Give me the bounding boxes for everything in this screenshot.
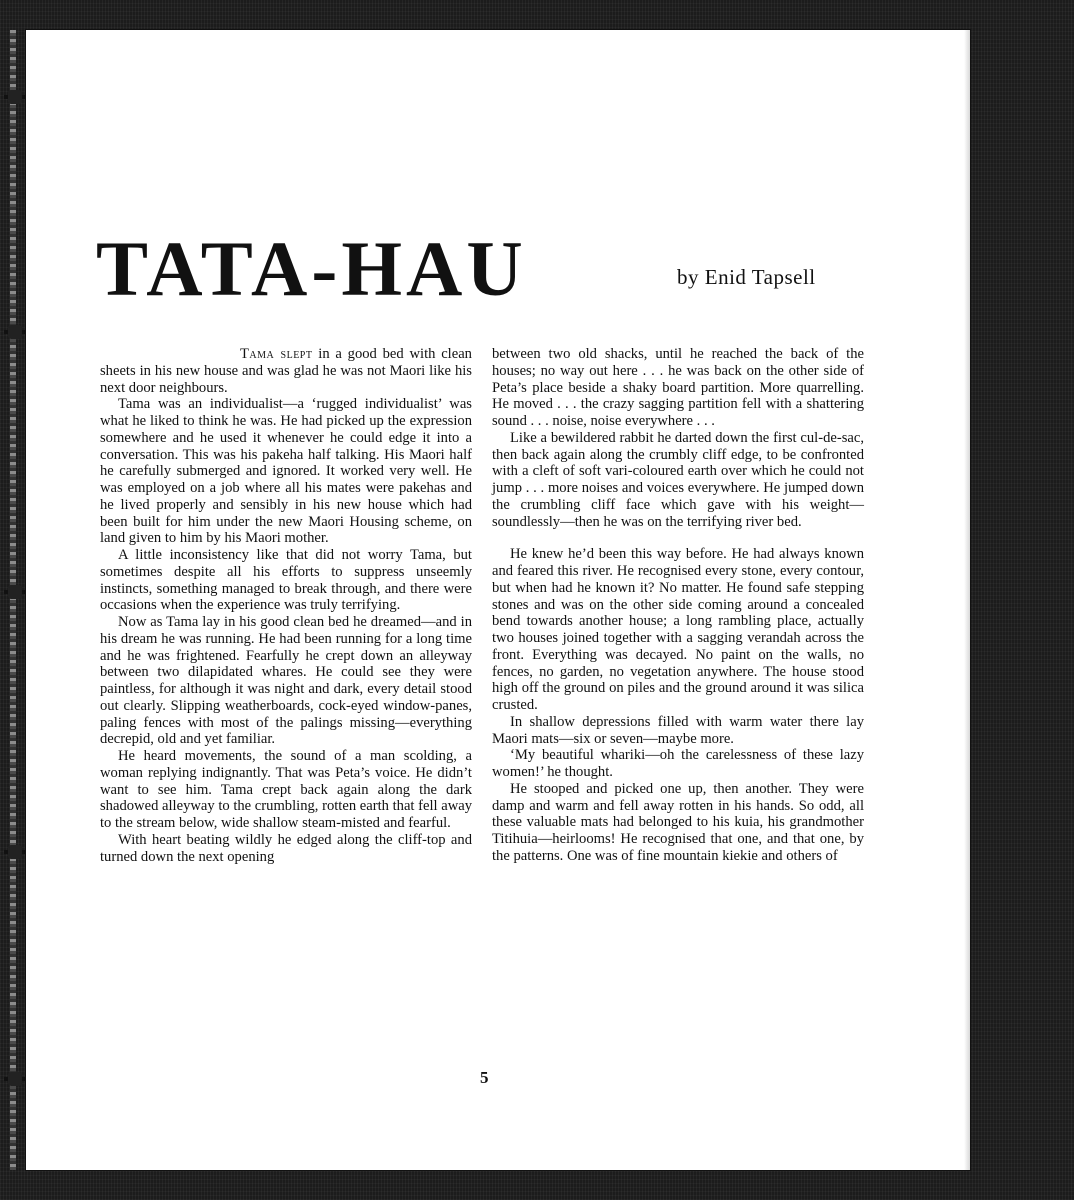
page-edge bbox=[964, 30, 970, 1170]
paragraph-text: in a good bed with clean sheets in his new house and was glad he was not Maori like his next door neighbours. bbox=[100, 346, 472, 396]
article-byline: by Enid Tapsell bbox=[677, 265, 816, 289]
paragraph: He heard movements, the sound of a man scolding, a woman replying indignantly. That was Peta’s voice. He didn’t want to see him. Tama crept back again along the dark shadowed alleyway to the crumbling, rotten earth that fell away to the stream below, wide shallow steam-misted and fearful. bbox=[100, 748, 473, 831]
paragraph: He stooped and picked one up, then another. They were damp and warm and fell away rotten in his hands. So odd, all these valuable mats had belonged to his kuia, his grandmother Titihuia—heirlooms! He recognised that one, and that one, by the patterns. One was of fine mountain kiekie and others of bbox=[492, 780, 864, 864]
paragraph: He knew he’d been this way before. He had always known and feared this river. He recognised every stone, every contour, but when had he known it? No matter. He found safe stepping stones and was on the other side coming around a concealed bend towards another house; a long rambling place, actually two houses joined together with a sagging verandah across the front. Everything was decayed. No paint on the walls, no fences, no garden, no vegetation anywhere. The house stood high off the ground on piles and the ground around it was silica crusted. bbox=[492, 546, 864, 713]
paragraph: Like a bewildered rabbit he darted down the first cul-de-sac, then back again along the crumbly cliff edge, to be confronted with a cleft of soft vari-coloured earth over which he could not jump . . . more noises and voices everywhere. He jumped down the crumbling cliff face which gave with his weight—soundlessly—then he was on the terrifying river bed. bbox=[492, 429, 864, 530]
paragraph: With heart beating wildly he edged along the cliff-top and turned down the next opening bbox=[100, 831, 472, 865]
magazine-page bbox=[26, 30, 970, 1170]
left-column bbox=[100, 346, 472, 865]
paragraph: between two old shacks, until he reached the back of the houses; no way out here . . . he was back on the other side of Peta’s place beside a shaky board partition. More quarrelling. He moved . . . the crazy sagging partition fell with a shattering sound . . . noise, noise everywhere . . . bbox=[492, 346, 864, 429]
binding-rail bbox=[10, 30, 16, 1170]
paragraph: Now as Tama lay in his good clean bed he dreamed—and in his dream he was running. He had been running for a long time and he was frightened. Fearfully he crept down an alleyway between two dilapidated whares. He could see they were paintless, for although it was night and dark, every detail stood out clearly. Slipping weatherboards, cock-eyed window-panes, paling fences with most of the palings missing—everything decrepid, old and yet familiar. bbox=[100, 614, 472, 748]
paragraph: Tama was an individualist—a ‘rugged individualist’ was what he liked to think he was. He had picked up the expression somewhere and he used it whenever he could edge it into a conversation. This was his pakeha half talking. His Maori half he carefully submerged and ignored. It worked very well. He was employed on a job where all his mates were pakehas and he lived properly and sensibly in his new house which had been built for him under the new Maori Housing scheme, on land given to him by his Maori mother. bbox=[100, 396, 472, 547]
right-column bbox=[492, 346, 864, 865]
paragraph bbox=[100, 346, 472, 396]
lead-in: Tama slept bbox=[240, 346, 313, 362]
article-title: TATA-HAU bbox=[96, 225, 527, 312]
page-number: 5 bbox=[480, 1068, 489, 1087]
paragraph: ‘My beautiful whariki—oh the carelessness of these lazy women!’ he thought. bbox=[492, 747, 864, 780]
paragraph: A little inconsistency like that did not worry Tama, but sometimes despite all his efforts to suppress unseemly instincts, something managed to break through, and there were occasions when the experience was truly terrifying. bbox=[100, 547, 472, 614]
paragraph: In shallow depressions filled with warm water there lay Maori mats—six or seven—maybe more. bbox=[492, 713, 864, 747]
